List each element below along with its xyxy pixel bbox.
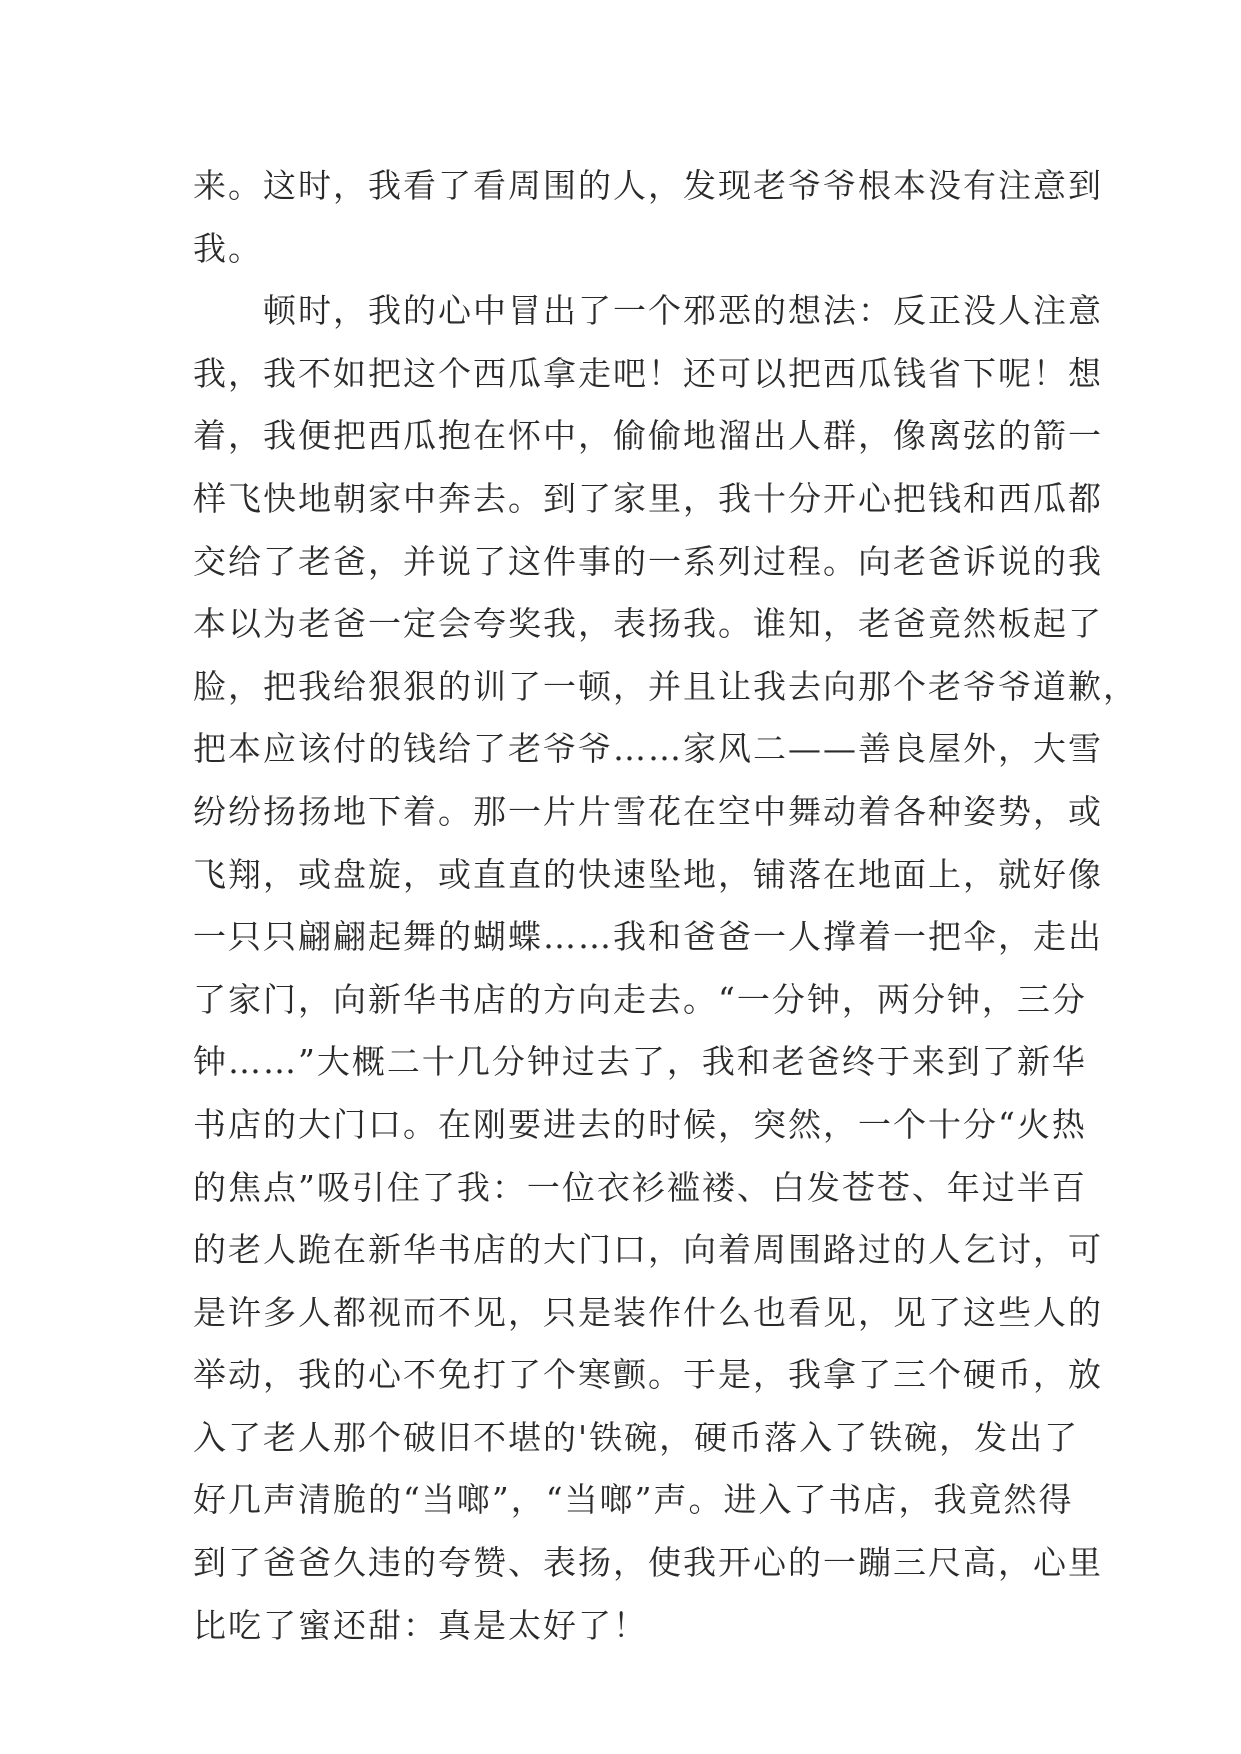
text-line: 交给了老爸，并说了这件事的一系列过程。向老爸诉说的我 xyxy=(193,541,1103,581)
text-line: 脸，把我给狠狠的训了一顿，并且让我去向那个老爷爷道歉， xyxy=(193,666,1138,706)
text-line: 本以为老爸一定会夸奖我，表扬我。谁知，老爸竟然板起了 xyxy=(193,604,1103,644)
text-line: 钟……”大概二十几分钟过去了，我和老爸终于来到了新华 xyxy=(193,1042,1087,1082)
text-line: 入了老人那个破旧不堪的'铁碗，硬币落入了铁碗，发出了 xyxy=(193,1417,1080,1457)
text-line: 是许多人都视而不见，只是装作什么也看见，见了这些人的 xyxy=(193,1292,1103,1332)
text-line: 来。这时，我看了看周围的人，发现老爷爷根本没有注意到 xyxy=(193,166,1103,205)
text-line: 的老人跪在新华书店的大门口，向着周围路过的人乞讨，可 xyxy=(193,1230,1103,1270)
text-line: 我。 xyxy=(193,228,263,268)
text-line: 好几声清脆的“当啷”，“当啷”声。进入了书店，我竟然得 xyxy=(193,1480,1074,1520)
text-line: 了家门，向新华书店的方向走去。“一分钟，两分钟，三分 xyxy=(193,979,1087,1019)
text-line: 我，我不如把这个西瓜拿走吧！还可以把西瓜钱省下呢！想 xyxy=(193,353,1103,393)
body-text xyxy=(193,155,1138,1657)
text-line: 样飞快地朝家中奔去。到了家里，我十分开心把钱和西瓜都 xyxy=(193,478,1103,518)
text-line: 着，我便把西瓜抱在怀中，偷偷地溜出人群，像离弦的箭一 xyxy=(193,416,1103,456)
text-line: 书店的大门口。在刚要进去的时候，突然，一个十分“火热 xyxy=(193,1104,1087,1144)
text-line: 举动，我的心不免打了个寒颤。于是，我拿了三个硬币，放 xyxy=(193,1355,1103,1395)
text-line: 把本应该付的钱给了老爷爷……家风二——善良屋外，大雪 xyxy=(193,729,1103,769)
text-line: 纷纷扬扬地下着。那一片片雪花在空中舞动着各种姿势，或 xyxy=(193,791,1103,831)
text-line: 顿时，我的心中冒出了一个邪恶的想法：反正没人注意 xyxy=(193,291,1103,331)
text-line: 比吃了蜜还甜：真是太好了！ xyxy=(193,1605,648,1645)
text-line: 一只只翩翩起舞的蝴蝶……我和爸爸一人撑着一把伞，走出 xyxy=(193,917,1103,957)
text-line: 的焦点”吸引住了我：一位衣衫褴褛、白发苍苍、年过半百 xyxy=(193,1167,1087,1207)
text-line: 到了爸爸久违的夸赞、表扬，使我开心的一蹦三尺高，心里 xyxy=(193,1543,1103,1583)
text-line: 飞翔，或盘旋，或直直的快速坠地，铺落在地面上，就好像 xyxy=(193,854,1103,894)
